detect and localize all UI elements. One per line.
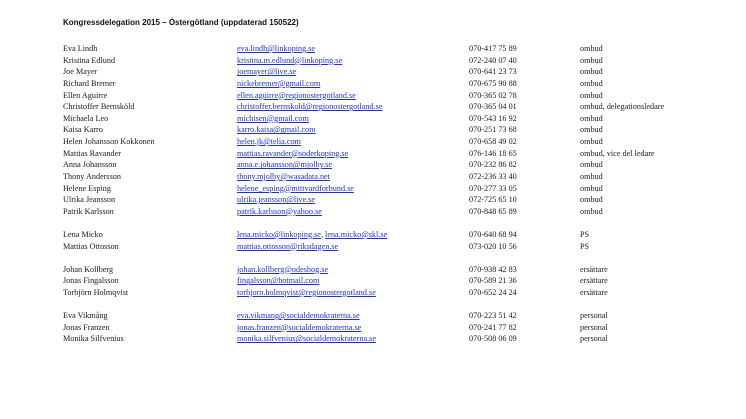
contact-phone: 070-365 02 78 xyxy=(469,90,517,100)
contact-role: ombud xyxy=(580,67,603,77)
contact-phone: 070-652 24 24 xyxy=(469,287,517,297)
contact-email-cell xyxy=(237,171,469,183)
contact-name: Monika Silfvenius xyxy=(63,334,124,344)
contact-row xyxy=(63,101,723,113)
contact-phone: 070-241 77 82 xyxy=(469,322,517,332)
contact-phone: 072-240 07 40 xyxy=(469,55,517,65)
email-link[interactable]: joemayer@live.se xyxy=(237,67,297,77)
contact-row xyxy=(63,66,723,78)
contact-row xyxy=(63,148,723,160)
contact-phone: 070-938 42 83 xyxy=(469,264,517,274)
contact-name: Helene Esping xyxy=(63,183,111,193)
email-link[interactable]: eva.lindh@linkoping.se xyxy=(237,44,316,53)
contact-phone: 070-277 33 05 xyxy=(469,183,517,193)
email-link[interactable]: monika.silfvenius@socialdemokraterna.se xyxy=(237,334,376,344)
contact-email-cell xyxy=(237,124,469,136)
email-link[interactable]: ellen.aguirre@regionostergotland.se xyxy=(237,90,356,100)
contact-phone: 072-725 65 10 xyxy=(469,195,517,205)
contact-row xyxy=(63,55,723,67)
contact-role: ombud xyxy=(580,90,603,100)
contact-role: personal xyxy=(580,334,608,344)
document-title: Kongressdelegation 2015 – Östergötland (uppdaterad 150522) xyxy=(63,18,299,27)
contact-row xyxy=(63,229,723,241)
contact-row xyxy=(63,183,723,195)
contact-row xyxy=(63,275,723,287)
email-link[interactable]: mattias.ravander@soderkoping.se xyxy=(237,148,349,158)
contact-name: Kristina Edlund xyxy=(63,55,116,65)
contact-role: ombud xyxy=(580,171,603,181)
contact-role: ombud xyxy=(580,55,603,65)
contact-phone: 070-543 16 92 xyxy=(469,113,517,123)
contact-name: Richard Bremer xyxy=(63,78,116,88)
contact-row xyxy=(63,90,723,102)
email-link[interactable]: torbjorn.holmqvist@regionostergotland.se xyxy=(237,287,376,297)
contact-role: ombud xyxy=(580,195,603,205)
email-separator: , xyxy=(320,229,326,239)
contact-row xyxy=(63,310,723,322)
contact-phone: 072-236 33 40 xyxy=(469,171,517,181)
contact-name: Anna Johansson xyxy=(63,160,117,170)
contact-phone: 070-251 73 68 xyxy=(469,125,517,135)
contact-name: Thony Andersson xyxy=(63,171,121,181)
contact-name: Eva Lindh xyxy=(63,44,98,53)
contact-name: Ulrika Jeansson xyxy=(63,195,116,205)
email-link[interactable]: mattias.ottosson@riksdagen.se xyxy=(237,241,339,251)
contact-row xyxy=(63,287,723,299)
contact-group xyxy=(63,229,723,252)
contact-email-cell xyxy=(237,136,469,148)
contact-role: ombud, delegationsledare xyxy=(580,102,665,112)
email-link[interactable]: fingalsson@hotmail.com xyxy=(237,276,320,286)
email-link[interactable]: anna.e.johansson@mjolby.se xyxy=(237,160,333,170)
contact-phone: 070-589 21 36 xyxy=(469,276,517,286)
contact-name: Patrik Karlsson xyxy=(63,206,114,216)
contact-name: Johan Kollberg xyxy=(63,264,114,274)
contact-name: Eva Vikmång xyxy=(63,311,108,320)
contact-row xyxy=(63,322,723,334)
contact-row xyxy=(63,241,723,253)
contact-email-cell xyxy=(237,148,469,160)
contact-row xyxy=(63,194,723,206)
contact-row xyxy=(63,206,723,218)
contact-phone: 070-658 49 02 xyxy=(469,137,517,146)
contact-role: ombud xyxy=(580,44,603,53)
contact-email-cell xyxy=(237,275,469,287)
email-link[interactable]: patrik.karlsson@yahoo.se xyxy=(237,206,322,216)
contact-row xyxy=(63,43,723,55)
contact-role: ombud xyxy=(580,137,603,146)
email-link[interactable]: michisen@gmail.com xyxy=(237,113,309,123)
contact-name: Joe Mayer xyxy=(63,67,98,77)
contact-phone: 070-640 68 94 xyxy=(469,229,517,239)
email-link[interactable]: ulrika.jeansson@live.se xyxy=(237,195,316,205)
contact-email-cell xyxy=(237,229,469,241)
contact-email-cell xyxy=(237,43,469,55)
contact-name: Helen Johansson Kokkonen xyxy=(63,137,155,146)
contact-phone: 070-675 90 88 xyxy=(469,78,517,88)
contact-email-cell xyxy=(237,194,469,206)
email-link[interactable]: helen.jk@telia.com xyxy=(237,137,301,146)
contact-role: ersättare xyxy=(580,287,608,297)
contact-name: Jonas Fingalsson xyxy=(63,276,119,286)
contact-row xyxy=(63,136,723,148)
contact-email-cell xyxy=(237,333,469,345)
email-link[interactable]: lena.micko@linkoping.se xyxy=(237,229,321,239)
contact-name: Ellen Aguirre xyxy=(63,90,108,100)
contact-name: Mattias Ravander xyxy=(63,148,121,158)
contact-row xyxy=(63,264,723,276)
contact-email-cell xyxy=(237,66,469,78)
contact-name: Lena Micko xyxy=(63,229,103,239)
contact-role: PS xyxy=(580,229,590,239)
email-link[interactable]: karro.kaisa@gmail.com xyxy=(237,125,316,135)
contact-email-cell xyxy=(237,78,469,90)
contact-phone: 070-848 65 89 xyxy=(469,206,517,216)
email-link[interactable]: lena.micko@skl.se xyxy=(325,229,388,239)
email-link[interactable]: jonas.franzen@socialdemokraterna.se xyxy=(237,322,362,332)
contact-group xyxy=(63,43,723,217)
contact-phone: 070-223 51 42 xyxy=(469,311,517,320)
contact-email-cell xyxy=(237,241,469,253)
contact-email-cell xyxy=(237,101,469,113)
contact-email-cell xyxy=(237,159,469,171)
contact-email-cell xyxy=(237,287,469,299)
contact-email-cell xyxy=(237,55,469,67)
contact-row xyxy=(63,78,723,90)
contact-role: PS xyxy=(580,241,590,251)
contact-phone: 073-020 10 56 xyxy=(469,241,517,251)
contact-role: ombud xyxy=(580,206,603,216)
contact-role: personal xyxy=(580,311,608,320)
contact-email-cell xyxy=(237,310,469,322)
contact-role: ombud xyxy=(580,160,603,170)
contact-email-cell xyxy=(237,264,469,276)
contact-role: ombud xyxy=(580,183,603,193)
contact-role: personal xyxy=(580,322,608,332)
contact-group xyxy=(63,310,723,345)
contact-phone: 070-232 86 82 xyxy=(469,160,517,170)
contact-row xyxy=(63,171,723,183)
email-link[interactable]: eva.vikmang@socialdemokraterna.se xyxy=(237,311,360,320)
contact-phone: 076-146 18 65 xyxy=(469,148,517,158)
contact-phone: 070-365 04 01 xyxy=(469,102,517,112)
contact-row xyxy=(63,124,723,136)
email-link[interactable]: johan.kollberg@odeshog.se xyxy=(237,264,329,274)
contact-email-cell xyxy=(237,113,469,125)
email-link[interactable]: nickebremer@gmail.com xyxy=(237,78,321,88)
contact-name: Torbjörn Holmqvist xyxy=(63,287,129,297)
contact-role: ombud, vice del ledare xyxy=(580,148,655,158)
contact-name: Mattias Ottosson xyxy=(63,241,119,251)
contact-row xyxy=(63,159,723,171)
contact-phone: 070-641 23 73 xyxy=(469,67,517,77)
email-link[interactable]: thony.mjolby@wasadata.net xyxy=(237,171,330,181)
contact-phone: 070-417 75 89 xyxy=(469,44,517,53)
email-link[interactable]: christoffer.bernskold@regionostergotland.se xyxy=(237,102,383,112)
contact-role: ombud xyxy=(580,113,603,123)
contact-email-cell xyxy=(237,183,469,195)
contact-email-cell xyxy=(237,206,469,218)
contact-name: Michaela Leo xyxy=(63,113,109,123)
contact-name: Kaisa Karro xyxy=(63,125,103,135)
email-link[interactable]: kristina.m.edlund@linkoping.se xyxy=(237,55,343,65)
contact-email-cell xyxy=(237,90,469,102)
contact-name: Christoffer Bernsköld xyxy=(63,102,135,112)
email-link[interactable]: helene_esping@mittvardforbund.se xyxy=(237,183,354,193)
contact-role: ombud xyxy=(580,78,603,88)
contact-email-cell xyxy=(237,322,469,334)
contact-role: ombud xyxy=(580,125,603,135)
contact-name: Jonas Franzen xyxy=(63,322,110,332)
contact-role: ersättare xyxy=(580,276,608,286)
contact-phone: 070-508 06 09 xyxy=(469,334,517,344)
contact-role: ersättare xyxy=(580,264,608,274)
delegation-list xyxy=(63,43,723,345)
contact-row xyxy=(63,333,723,345)
contact-group xyxy=(63,264,723,299)
contact-row xyxy=(63,113,723,125)
